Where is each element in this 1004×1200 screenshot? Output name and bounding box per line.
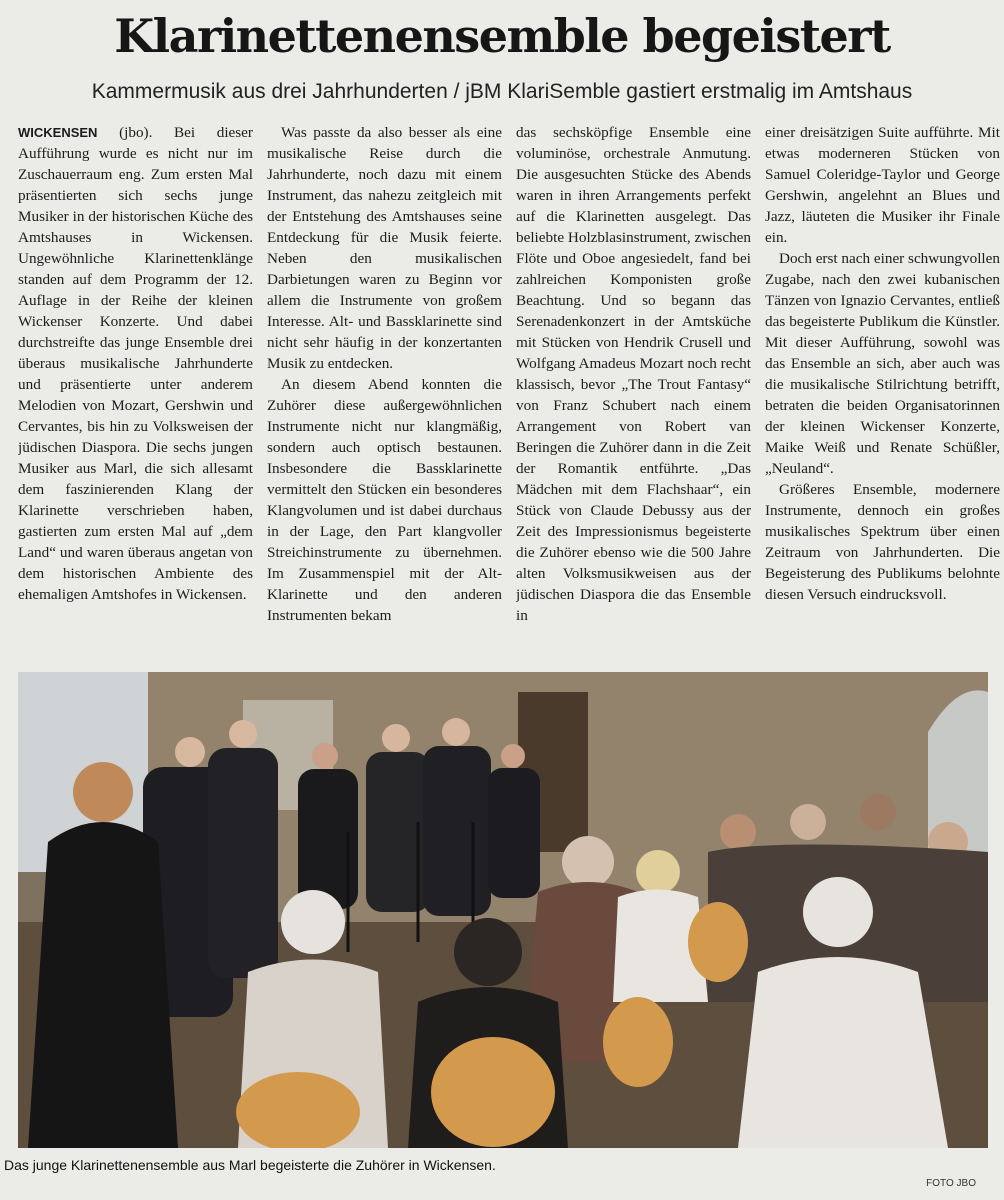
photo-credit: FOTO JBO (926, 1178, 976, 1189)
article-paragraph: Was passte da also besser als eine musikalische Reise durch die Jahrhunderte, noch dazu mit einem Instrument, das nahezu zeitgleich mit der Entstehung des Amtshauses seine Entdeckung für die Musik feierte. Neben den musikalischen Darbietungen waren zu Beginn vor allem die Instrumente von großem Interesse. Alt- und Bassklarinette sind nicht sehr häufig in der konzertanten Musik zu entdecken. (267, 124, 502, 372)
article-paragraph: Größeres Ensemble, modernere Instrumente, dennoch ein großes musikalisches Spektrum über einen Zeitraum von Jahrhunderten. Die Begeisterung des Publikums belohnte diesen Versuch eindrucksvoll. (765, 481, 1000, 603)
concert-photo-illustration (18, 672, 988, 1148)
article-column-3 (516, 122, 751, 662)
article-body (18, 122, 998, 662)
article-paragraph: Doch erst nach einer schwungvollen Zugabe, nach den zwei kubanischen Tänzen von Ignazio Cervantes, entließ das begeisterte Publikum die Künstler. Mit dieser Aufführung, sowohl was das Ensemble an sich, aber auch was die musikalische Stilrichtung betrifft, betraten die beiden Organisatorinnen der kleinen Wickenser Konzerte, Maike Weiß und Renate Schüßler, „Neuland“. (765, 250, 1000, 477)
article-subheadline: Kammermusik aus drei Jahrhunderten / jBM KlariSemble gastiert erstmalig im Amtshaus (91, 80, 913, 103)
article-paragraph: das sechsköpfige Ensemble eine voluminöse, orchestrale Anmutung. Die ausgesuchten Stücke des Abends waren in ihren Arrangements perfekt auf die Klarinetten ausgelegt. Das beliebte Holzblasinstrument, zwischen Flöte und Oboe angesiedelt, fand bei zahlreichen Komponisten große Beachtung. Und so begann das Serenadenkonzert in der Amtsküche mit Stücken von Hendrik Crusell und Wolfgang Amadeus Mozart noch recht klassisch, bevor „The Trout Fantasy“ von Franz Schubert nach einem Arrangement von Robert van Beringen die Zuhörer dann in die Zeit der Romantik entführte. „Das Mädchen mit dem Flachshaar“, ein Stück von Claude Debussy aus der Zeit des Impressionismus begeisterte die Zuhörer ebenso wie die 500 Jahre alten Volksmusikweisen aus der jüdischen Diaspora die das Ensemble in (516, 124, 751, 624)
article-column-4 (765, 122, 1000, 662)
article-column-2 (267, 122, 502, 662)
photo-caption: Das junge Klarinettenensemble aus Marl begeisterte die Zuhörer in Wickensen. (4, 1157, 496, 1173)
article-dateline: WICKENSEN (18, 125, 98, 140)
article-headline: Klarinettenensemble begeistert (114, 9, 890, 63)
article-paragraph: An diesem Abend konnten die Zuhörer diese außergewöhnlichen Instrumente nicht nur klangmäßig, sondern auch optisch bestaunen. Insbesondere die Bassklarinette vermittelt den Stücken ein besonderes Klangvolumen und ist dabei durchaus in der Lage, den Part klangvoller Streichinstrumente zu übernehmen. Im Zusammenspiel mit der Alt-Klarinette und den anderen Instrumenten bekam (267, 376, 502, 624)
concert-photo (18, 672, 988, 1148)
article-column-1 (18, 122, 253, 662)
article-paragraph: einer dreisätzigen Suite aufführte. Mit etwas moderneren Stücken von Samuel Coleridge-Taylor und George Gershwin, angelehnt an Blues und Jazz, läuteten die Musiker ihr Finale ein. (765, 124, 1000, 246)
article-paragraph: WICKENSEN (jbo). Bei dieser Aufführung wurde es nicht nur im Zuschauerraum eng. Zum ersten Mal präsentierten sich sechs junge Musiker in der historischen Küche des Amtshauses in Wickensen. Ungewöhnliche Klarinettenklänge standen auf dem Programm der 12. Auflage in der Reihe der kleinen Wickenser Konzerte. Und dabei durchstreifte das junge Ensemble drei überaus musikalische Jahrhunderte und präsentierte unter anderem Melodien von Mozart, Gershwin und Cervantes, bis hin zu Volksweisen der jüdischen Diaspora. Die sechs jungen Musiker aus Marl, die sich allesamt dem faszinierenden Klang der Klarinette verschrieben haben, gastierten zum ersten Mal auf „dem Land“ und waren überaus angetan von dem historischen Ambiente des ehemaligen Amtshofes in Wickensen. (18, 124, 253, 603)
